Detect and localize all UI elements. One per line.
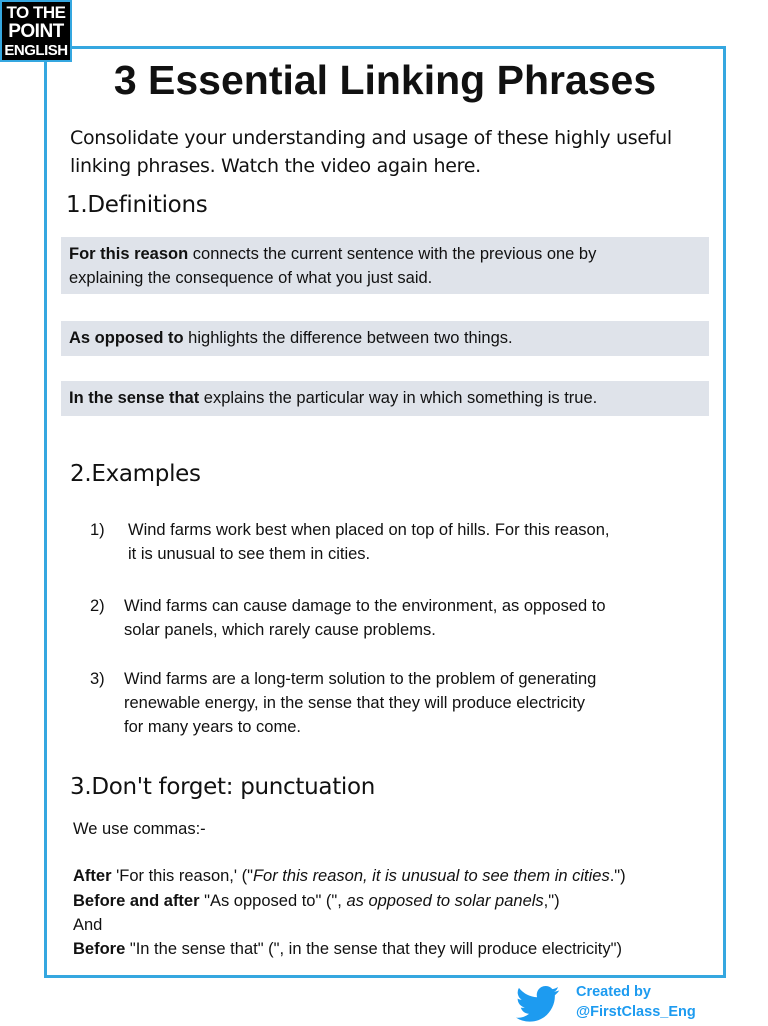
rule-label: Before — [73, 940, 126, 958]
rule-example: For this reason, it is unusual to see them in cities — [252, 867, 610, 885]
logo-line-1: TO THE — [6, 2, 66, 22]
definition-box-in-the-sense-that — [61, 381, 709, 416]
definition-text: connects the current sentence with the previous one by — [188, 245, 597, 263]
brand-logo — [0, 0, 72, 62]
rule-label: Before and after — [73, 892, 200, 910]
creator-credit — [510, 980, 750, 1024]
rule-before — [73, 937, 622, 961]
example-line: Wind farms are a long-term solution to the problem of generating — [124, 670, 597, 688]
example-text — [124, 594, 606, 642]
example-line: Wind farms work best when placed on top of hills. For this reason, — [128, 521, 610, 539]
example-number: 1) — [90, 521, 105, 539]
example-text — [124, 667, 596, 739]
logo-line-3: ENGLISH — [4, 41, 68, 59]
definition-box-as-opposed-to — [61, 321, 709, 356]
page-title: 3 Essential Linking Phrases — [113, 57, 657, 103]
example-text — [128, 518, 609, 566]
definition-line — [69, 242, 701, 266]
rule-text-end: .") — [609, 867, 626, 885]
rule-before-and-after — [73, 889, 560, 913]
example-number: 2) — [90, 597, 105, 615]
credit-text — [576, 982, 696, 1022]
definition-term: As opposed to — [69, 329, 184, 347]
twitter-bird-icon — [510, 982, 566, 1026]
definition-box-for-this-reason — [61, 237, 709, 294]
rule-label: After — [73, 867, 112, 885]
example-line: solar panels, which rarely cause problems. — [124, 621, 436, 639]
credit-line-1: Created by — [576, 984, 651, 1000]
example-line: renewable energy, in the sense that they will produce electricity — [124, 694, 586, 712]
logo-line-2: POINT — [8, 20, 64, 42]
example-line: it is unusual to see them in cities. — [128, 545, 371, 563]
example-line: for many years to come. — [124, 718, 301, 736]
commas-lead: We use commas:- — [73, 820, 206, 838]
rule-text-end: ,") — [543, 892, 560, 910]
punctuation-heading: 3.Don't forget: punctuation — [70, 774, 376, 800]
example-number: 3) — [90, 670, 105, 688]
intro-line-1: Consolidate your understanding and usage of these highly useful — [70, 127, 672, 149]
examples-heading: 2.Examples — [70, 461, 201, 487]
definition-term: For this reason — [69, 245, 189, 263]
rule-after — [73, 864, 626, 888]
example-item-2 — [90, 594, 690, 644]
example-item-3 — [90, 667, 690, 741]
rule-text: "In the sense that" (", in the sense that they will produce electricity") — [125, 940, 622, 958]
example-item-1 — [90, 518, 690, 568]
intro-text — [70, 124, 710, 180]
definition-line: explaining the consequence of what you just said. — [69, 269, 433, 287]
credit-handle: @FirstClass_Eng — [576, 1004, 696, 1020]
definition-term: In the sense that — [69, 389, 200, 407]
rule-text: "As opposed to" (", — [199, 892, 347, 910]
example-line: Wind farms can cause damage to the environment, as opposed to — [124, 597, 606, 615]
rule-text: 'For this reason,' (" — [111, 867, 253, 885]
definitions-heading: 1.Definitions — [66, 192, 208, 218]
intro-line-2: linking phrases. Watch the video again here. — [70, 155, 481, 177]
rule-and: And — [73, 916, 103, 934]
definition-text: highlights the difference between two things. — [183, 329, 513, 347]
definition-text: explains the particular way in which something is true. — [199, 389, 598, 407]
rule-example: as opposed to solar panels — [346, 892, 544, 910]
